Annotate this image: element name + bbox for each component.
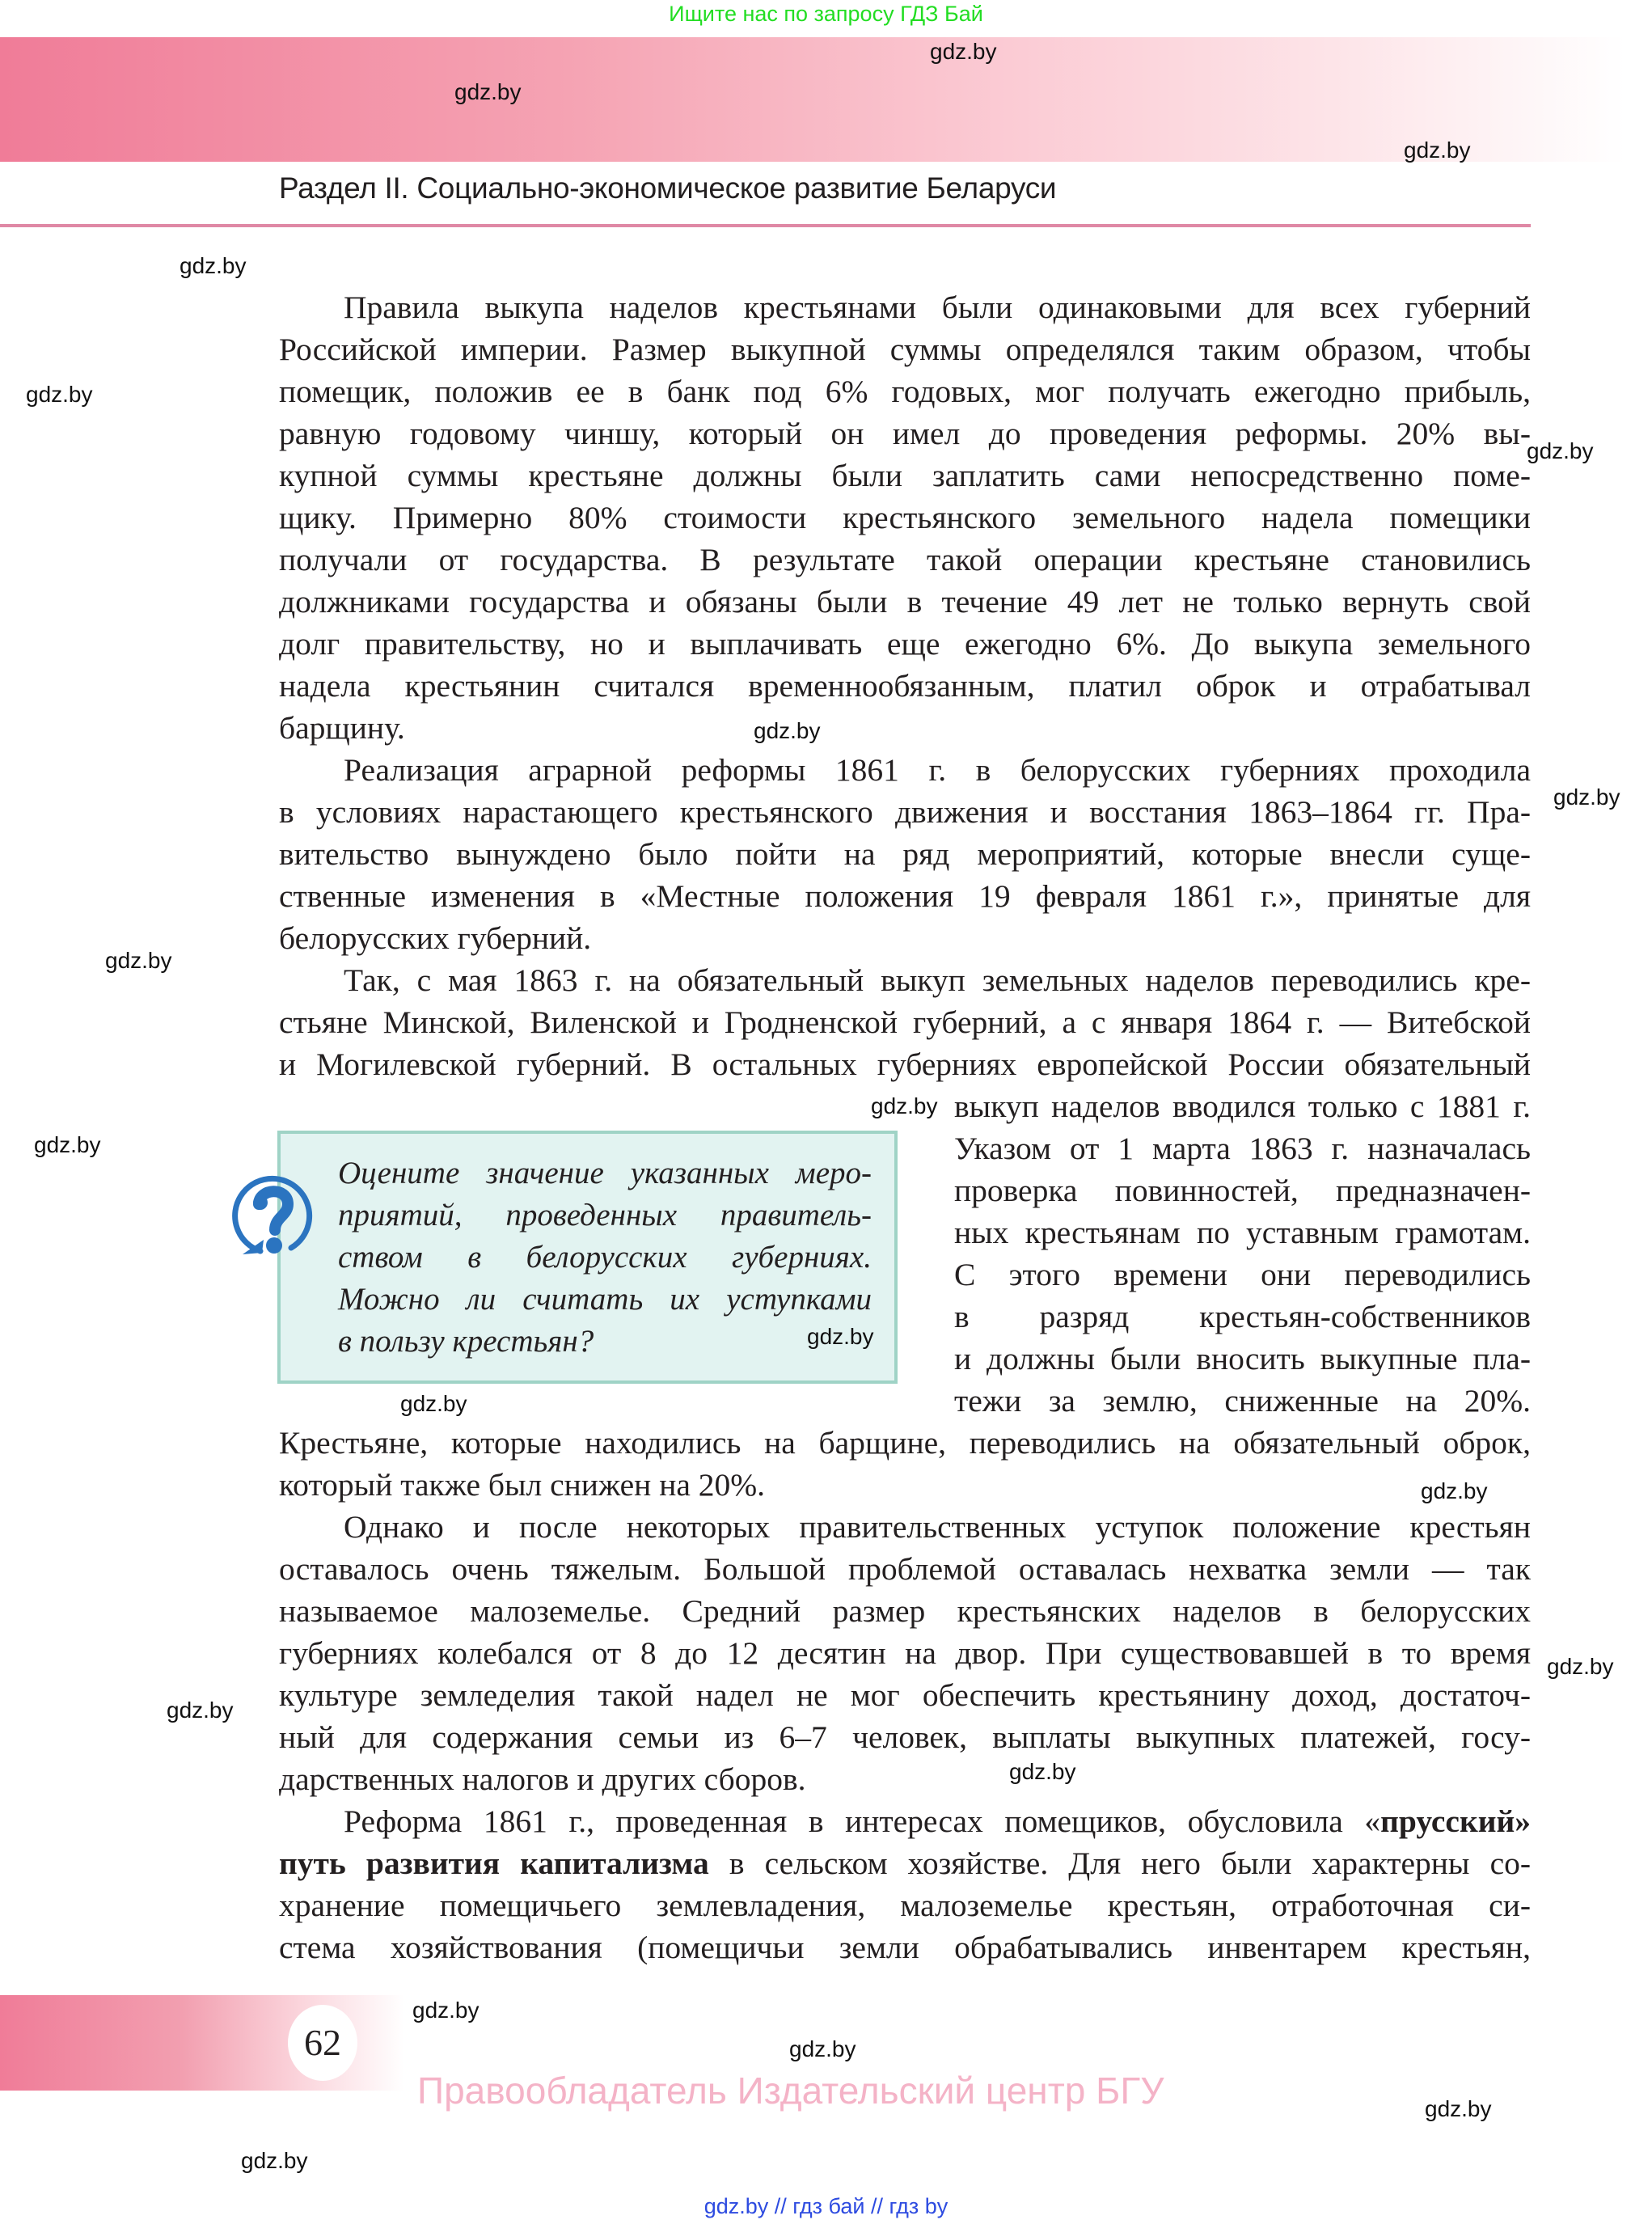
watermark: gdz.by [1553, 784, 1620, 810]
text-line: белорусских губерний. [279, 920, 592, 956]
question-text [338, 1152, 872, 1363]
watermark: gdz.by [1547, 1654, 1614, 1679]
paragraph-3 [279, 959, 1531, 1085]
text-line: стема хозяйствования (помещичьи земли обрабатывались инвентарем крестьян, [279, 1930, 1531, 1965]
watermark: gdz.by [871, 1093, 938, 1118]
watermark: gdz.by [241, 2148, 308, 2173]
watermark: gdz.by [180, 253, 247, 278]
page-number: 62 [288, 2005, 357, 2081]
paragraph-3-continued [279, 1422, 1531, 1506]
watermark: gdz.by [412, 1998, 480, 2023]
text-line: Реформа 1861 г., проведенная в интересах помещиков, обусловила «прусский» [344, 1803, 1531, 1839]
text-line: надела крестьянин считался временнообязанным, платил оброк и отрабатывал [279, 668, 1531, 704]
copyright-notice: Правообладатель Издательский центр БГУ [417, 2070, 1164, 2112]
watermark: gdz.by [105, 948, 172, 973]
watermark: gdz.by [1404, 137, 1471, 163]
text-line: стьяне Минской, Виленской и Гродненской губерний, а с января 1864 г. — Витебской [279, 1004, 1531, 1040]
paragraph-2 [279, 749, 1531, 959]
paragraph-1 [279, 286, 1531, 749]
text-line: вительство вынуждено было пойти на ряд мероприятий, которые внесли суще- [279, 836, 1531, 872]
text-line: барщину. [279, 710, 405, 746]
text-line: получали от государства. В результате такой операции крестьяне становились [279, 542, 1531, 577]
text-line: Так, с мая 1863 г. на обязательный выкуп земельных наделов переводились кре- [344, 962, 1531, 998]
text-line: в условиях нарастающего крестьянского движения и восстания 1863–1864 гг. Пра- [279, 794, 1531, 830]
text-line: Реализация аграрной реформы 1861 г. в белорусских губерниях проходила [344, 752, 1531, 788]
search-hint: Ищите нас по запросу ГДЗ Бай [669, 2, 983, 26]
text-line: культуре земледелия такой надел не мог обеспечить крестьянину доход, достаточ- [279, 1677, 1531, 1713]
text-line: тежи за землю, сниженные на 20%. [954, 1383, 1531, 1419]
text-line: проверка повинностей, предназначен- [954, 1173, 1531, 1208]
text-line: ный для содержания семьи из 6–7 человек, выплаты выкупных платежей, госу- [279, 1719, 1531, 1755]
paragraph-4 [279, 1506, 1531, 1800]
text-line: путь развития капитализма в сельском хозяйстве. Для него были характерны со- [279, 1846, 1532, 1881]
text-line: который также был снижен на 20%. [279, 1467, 766, 1503]
text-line: и Могилевской губерний. В остальных губерниях европейской России обязательный [279, 1046, 1531, 1082]
watermark: gdz.by [1009, 1759, 1076, 1784]
text-line: дарственных налогов и других сборов. [279, 1761, 806, 1797]
watermark: gdz.by [930, 39, 997, 64]
text-line: ных крестьянам по уставным грамотам. [954, 1215, 1531, 1250]
text-line: Крестьяне, которые находились на барщине, переводились на обязательный оброк, [279, 1425, 1531, 1461]
bold-term: прусский [1380, 1803, 1515, 1839]
text-line: щику. Примерно 80% стоимости крестьянского земельного надела помещики [279, 500, 1531, 535]
question-line: ством в белорусских губерниях. [338, 1240, 872, 1275]
watermark: gdz.by [167, 1698, 234, 1723]
question-line: в пользу крестьян? [338, 1324, 594, 1359]
text-line: Однако и после некоторых правительственных уступок положение крестьян [344, 1509, 1531, 1545]
question-circle-icon [228, 1170, 319, 1261]
watermark: gdz.by [789, 2036, 856, 2061]
paragraph-3-wrap [954, 1085, 1531, 1422]
text-line: и должны были вносить выкупные пла- [954, 1341, 1531, 1376]
bold-term: путь развития капитализма [279, 1846, 709, 1881]
watermark: gdz.by [34, 1132, 101, 1157]
watermark: gdz.by [1425, 2096, 1492, 2121]
text-line: в разряд крестьян-собственников [954, 1299, 1531, 1334]
bottom-links[interactable]: gdz.by // гдз бай // гдз by [703, 2194, 949, 2218]
text-line: купной суммы крестьяне должны были заплатить сами непосредственно поме- [279, 458, 1531, 493]
watermark: gdz.by [807, 1324, 874, 1349]
text-line: называемое малоземелье. Средний размер крестьянских наделов в белорусских [279, 1593, 1531, 1629]
header-band [0, 37, 1625, 162]
watermark: gdz.by [26, 382, 93, 407]
watermark: gdz.by [400, 1391, 467, 1416]
section-title: Раздел II. Социально-экономическое развитие Беларуси [279, 171, 1057, 205]
text-line: выкуп наделов вводился только с 1881 г. [954, 1089, 1531, 1124]
text-line: Указом от 1 марта 1863 г. назначалась [954, 1131, 1531, 1166]
paragraph-5 [279, 1800, 1531, 1968]
question-line: приятий, проведенных правитель- [338, 1198, 872, 1233]
text-line: оставалось очень тяжелым. Большой проблемой оставалась нехватка земли — так [279, 1551, 1531, 1587]
text-line: хранение помещичьего землевладения, малоземелье крестьян, отработочная си- [279, 1888, 1531, 1923]
watermark: gdz.by [1421, 1478, 1488, 1503]
question-line: Оцените значение указанных меро- [338, 1156, 872, 1190]
question-line: Можно ли считать их уступками [338, 1282, 872, 1317]
text-line: ственные изменения в «Местные положения 19 февраля 1861 г.», принятые для [279, 878, 1531, 914]
text-line: С этого времени они переводились [954, 1257, 1531, 1292]
text-line: губерниях колебался от 8 до 12 десятин на двор. При существовавшей в то время [279, 1635, 1531, 1671]
watermark: gdz.by [754, 718, 821, 743]
text-line: Правила выкупа наделов крестьянами были одинаковыми для всех губерний [344, 290, 1531, 325]
watermark: gdz.by [454, 79, 522, 104]
text-line: помещик, положив ее в банк под 6% годовых, мог получать ежегодно прибыль, [279, 374, 1531, 409]
header-rule [0, 224, 1531, 227]
watermark: gdz.by [1527, 438, 1594, 463]
text-line: долг правительству, но и выплачивать еще ежегодно 6%. До выкупа земельного [279, 626, 1531, 662]
text-line: Российской империи. Размер выкупной суммы определялся таким образом, чтобы [279, 332, 1531, 367]
text-line: должниками государства и обязаны были в течение 49 лет не только вернуть свой [279, 584, 1531, 619]
text-line: равную годовому чиншу, который он имел до проведения реформы. 20% вы- [279, 416, 1531, 451]
